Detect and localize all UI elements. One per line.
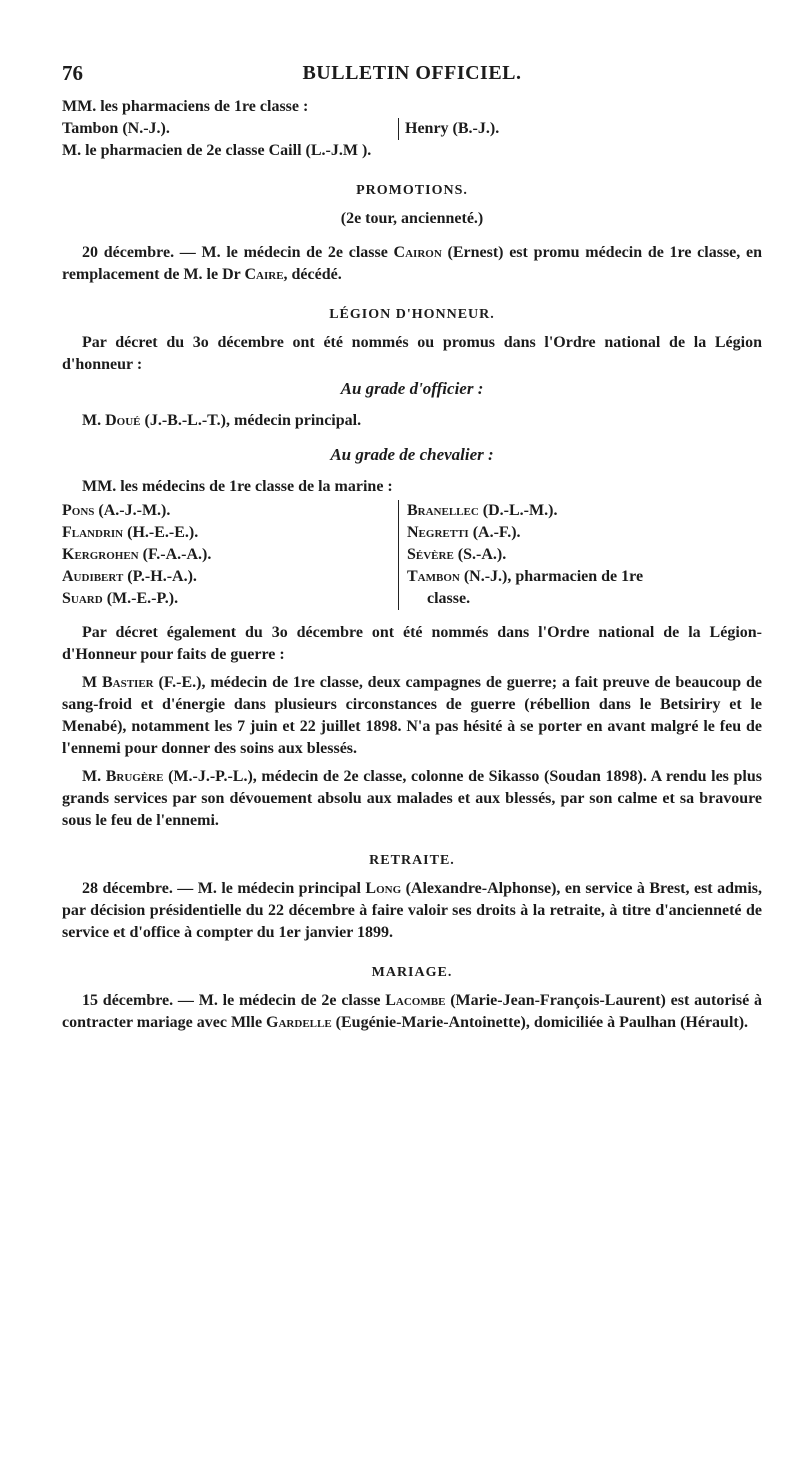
list-item-continuation: classe. xyxy=(427,590,471,607)
list-item: Negretti (A.-F.). xyxy=(407,524,521,541)
list-item: Flandrin (H.-E.-E.). xyxy=(62,524,199,541)
pharmaciens-names xyxy=(62,118,762,140)
grade-chevalier: Au grade de chevalier : xyxy=(330,445,494,464)
list-item: Tambon (N.-J.), pharmacien de 1re xyxy=(407,568,644,585)
legion-intro: Par décret du 3o décembre ont été nommés ou promus dans l'Ordre national de la Légion d'honneur : xyxy=(62,334,762,373)
mariage-text: 15 décembre. — M. le médecin de 2e classe Lacombe (Marie-Jean-François-Laurent) est autorisé à contracter mariage avec Mlle Gardelle (Eugénie-Marie-Antoinette), domiciliée à Paulhan (Hérault). xyxy=(62,992,762,1031)
promotions-subtitle: (2e tour, ancienneté.) xyxy=(340,210,484,227)
bastier-paragraph: M Bastier (F.-E.), médecin de 1re classe, deux campagnes de guerre; a fait preuve de beaucoup de sang-froid et d'énergie dans plusieurs circonstances de guerre (rébellion dans le Betsiriry et le Menabé), notamment les 7 juin et 22 juillet 1898. N'a pas hésité à se porter en avant malgré le feu de l'ennemi pour donner des soins aux blessés. xyxy=(62,674,763,757)
mariage-title: MARIAGE. xyxy=(371,965,453,980)
list-item: Suard (M.-E.-P.). xyxy=(62,590,179,607)
list-item: Sévère (S.-A.). xyxy=(407,546,507,563)
guerre-intro: Par décret également du 3o décembre ont été nommés dans l'Ordre national de la Légion-d'Honneur pour faits de guerre : xyxy=(62,624,762,663)
brugere-paragraph: M. Brugère (M.-J.-P.-L.), médecin de 2e classe, colonne de Sikasso (Soudan 1898). A rendu les plus grands services par son dévouement absolu aux malades et aux blessés, par son calme et sa bravoure sous le feu de l'ennemi. xyxy=(62,768,763,829)
list-item: Kergrohen (F.-A.-A.). xyxy=(62,546,212,563)
page-number: 76 xyxy=(62,61,83,85)
retraite-text: 28 décembre. — M. le médecin principal Long (Alexandre-Alphonse), en service à Brest, est admis, par décision présidentielle du 22 décembre à faire valoir ses droits à la retraite, à titre d'ancienneté de service et d'office à compter du 1er janvier 1899. xyxy=(62,880,762,941)
pharmacien-name-left: Tambon (N.-J.). xyxy=(62,120,170,137)
officier-line: M. Doué (J.-B.-L.-T.), médecin principal. xyxy=(82,412,362,429)
list-item: Branellec (D.-L.-M.). xyxy=(407,502,558,519)
chevalier-names-left xyxy=(62,500,398,610)
list-item: Audibert (P.-H.-A.). xyxy=(62,568,197,585)
promotions-text: 20 décembre. — M. le médecin de 2e classe Cairon (Ernest) est promu médecin de 1re classe, en remplacement de M. le Dr Caire, décédé. xyxy=(62,244,762,283)
chevalier-names xyxy=(62,500,762,610)
chevalier-names-right xyxy=(398,500,762,610)
pharmaciens-line: MM. les pharmaciens de 1re classe : xyxy=(62,98,309,115)
running-title: BULLETIN OFFICIEL. xyxy=(302,62,522,84)
page-header xyxy=(62,60,762,90)
grade-officier: Au grade d'officier : xyxy=(340,379,484,398)
promotions-title: PROMOTIONS. xyxy=(356,183,468,198)
medecins-line: MM. les médecins de 1re classe de la marine : xyxy=(82,478,393,495)
document-page xyxy=(62,60,762,1034)
list-item: Pons (A.-J.-M.). xyxy=(62,502,171,519)
pharmacien-name-right: Henry (B.-J.). xyxy=(398,118,762,140)
legion-title: LÉGION D'HONNEUR. xyxy=(329,307,495,322)
retraite-title: RETRAITE. xyxy=(369,853,455,868)
second-class-pharmacien: M. le pharmacien de 2e classe Caill (L.-J.M ). xyxy=(62,142,372,159)
